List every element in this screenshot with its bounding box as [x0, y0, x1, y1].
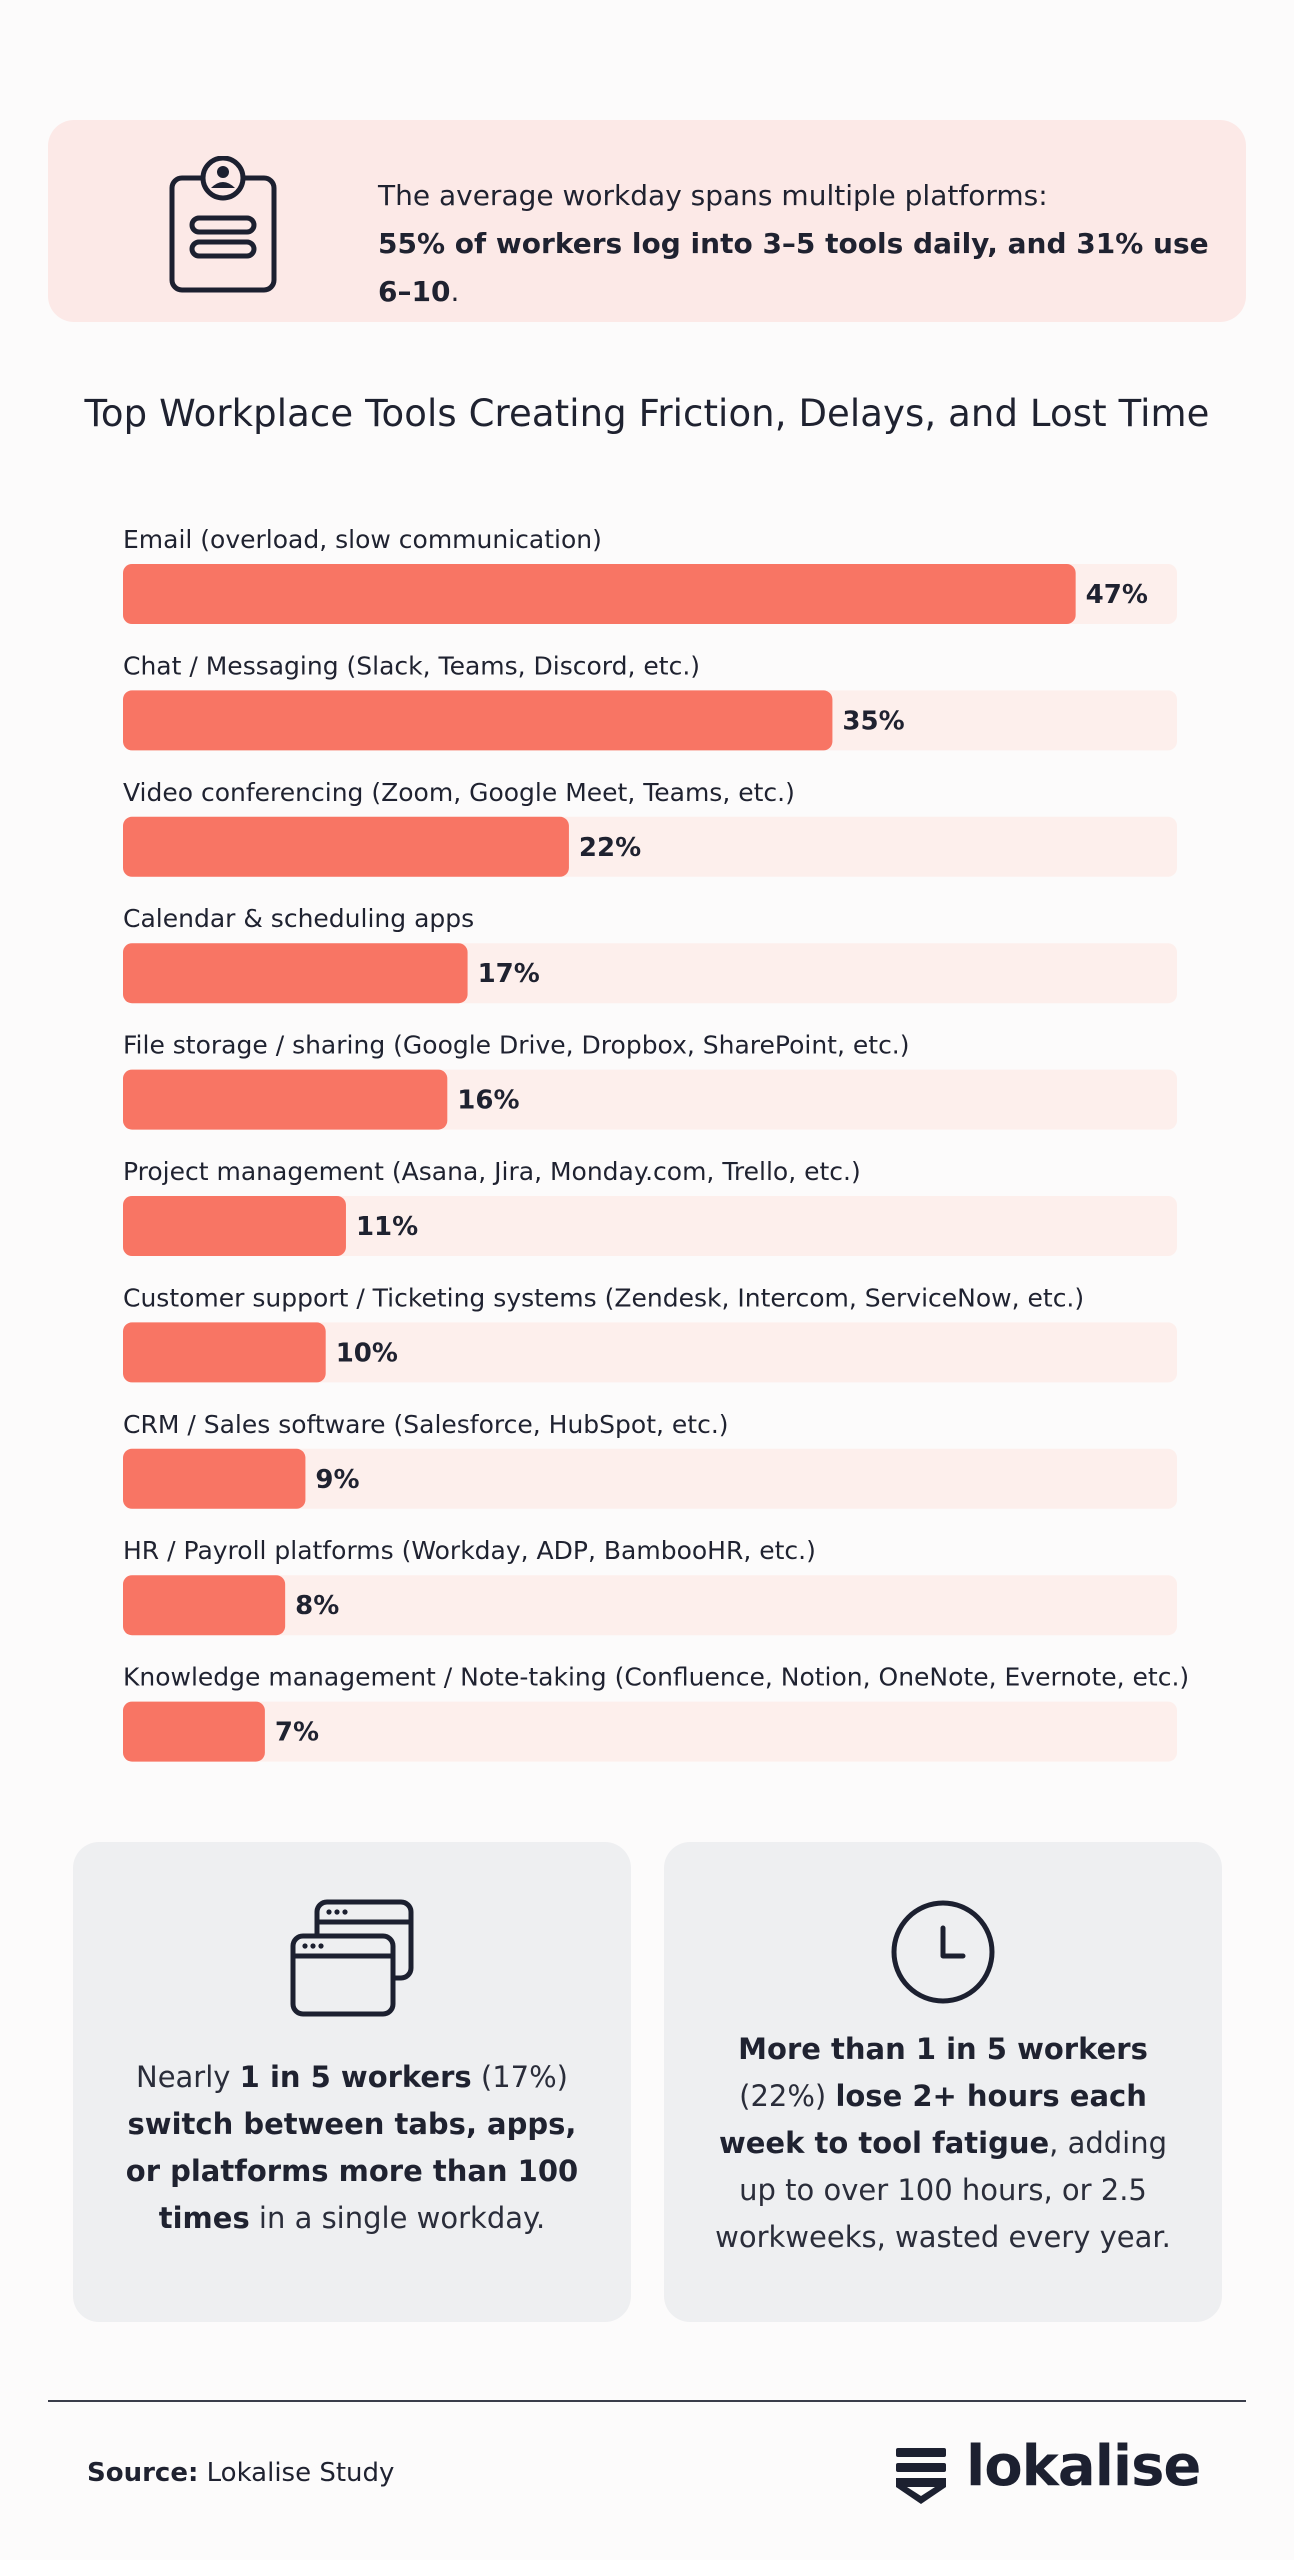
- bar-row: [123, 525, 1177, 624]
- category-label: Calendar & scheduling apps: [123, 904, 475, 934]
- card-right-bold-2: lose 2+ hours each week to tool fatigue: [718, 2079, 1147, 2160]
- lokalise-logo: [894, 2434, 1201, 2510]
- bar: [123, 1196, 346, 1256]
- card-right-text-1: (22%): [739, 2079, 836, 2113]
- bar: [123, 1322, 326, 1382]
- category-label: File storage / sharing (Google Drive, Dropbox, SharePoint, etc.): [123, 1030, 910, 1060]
- card-right-bold-1: More than 1 in 5 workers: [738, 2032, 1148, 2066]
- value-label: 17%: [477, 959, 540, 990]
- bar-row: [123, 1410, 1177, 1509]
- bar-row: [123, 651, 1177, 750]
- value-label: 7%: [274, 1717, 320, 1748]
- category-label: Project management (Asana, Jira, Monday.com, Trello, etc.): [123, 1157, 861, 1186]
- value-label: 8%: [295, 1591, 340, 1622]
- bar-row: [123, 1157, 1177, 1256]
- card-left-text-3: in a single workday.: [249, 2201, 546, 2235]
- value-label: 9%: [315, 1464, 360, 1495]
- value-label: 16%: [457, 1085, 520, 1116]
- chart-title: Top Workplace Tools Creating Friction, Delays, and Lost Time: [84, 392, 1210, 435]
- card-left-text-2: (17%): [471, 2060, 568, 2094]
- category-label: Email (overload, slow communication): [123, 525, 602, 554]
- bar: [123, 1449, 305, 1509]
- card-left-bold-1: 1 in 5 workers: [239, 2060, 472, 2094]
- card-left-text-1: Nearly: [136, 2060, 240, 2094]
- bar: [123, 943, 468, 1003]
- value-label: 10%: [335, 1338, 398, 1369]
- card-left-bold-2: switch between tabs, apps, or platforms more than 100 times: [125, 2107, 579, 2235]
- category-label: Knowledge management / Note-taking (Confluence, Notion, OneNote, Evernote, etc.): [123, 1662, 1190, 1692]
- value-label: 22%: [578, 832, 642, 863]
- bar: [123, 1702, 265, 1762]
- category-label: CRM / Sales software (Salesforce, HubSpot, etc.): [123, 1409, 729, 1439]
- bar: [123, 690, 832, 750]
- source-value: Lokalise Study: [198, 2458, 395, 2488]
- category-label: Customer support / Ticketing systems (Zendesk, Intercom, ServiceNow, etc.): [123, 1283, 1085, 1313]
- bar: [123, 564, 1076, 624]
- bar-row: [123, 1031, 1177, 1130]
- browser-windows-icon: [289, 1898, 415, 2018]
- intro-highlight: 55% of workers log into 3–5 tools daily, and 31% use 6–10: [378, 227, 1209, 308]
- tab-switching-text: [113, 2054, 591, 2242]
- bar: [123, 1575, 285, 1635]
- tool-fatigue-text: [704, 2026, 1182, 2261]
- value-label: 11%: [355, 1212, 419, 1242]
- source-label: Source:: [87, 2458, 199, 2488]
- value-label: 35%: [842, 706, 905, 737]
- bar-row: [123, 1663, 1189, 1762]
- bar-row: [123, 1536, 1177, 1635]
- tool-fatigue-card: [664, 1842, 1222, 2322]
- intro-line-1: The average workday spans multiple platforms:: [378, 179, 1048, 212]
- value-label: 47%: [1085, 580, 1148, 610]
- bar-row: [123, 1283, 1177, 1382]
- category-label: Chat / Messaging (Slack, Teams, Discord, etc.): [123, 651, 701, 681]
- bar: [123, 1070, 447, 1130]
- card-right-text-2: , adding up to over 100 hours, or 2.5 workweeks, wasted every year.: [715, 2126, 1171, 2254]
- bar: [123, 817, 569, 877]
- lokalise-wordmark: lokalise: [966, 2434, 1201, 2499]
- category-label: HR / Payroll platforms (Workday, ADP, BambooHR, etc.): [123, 1536, 816, 1566]
- footer-divider: [48, 2400, 1246, 2402]
- source-credit: [87, 2458, 394, 2488]
- category-label: Video conferencing (Zoom, Google Meet, Teams, etc.): [123, 777, 795, 807]
- clock-icon: [889, 1898, 997, 2006]
- lokalise-logo-icon: [894, 2446, 950, 2506]
- intro-period: .: [450, 275, 460, 308]
- bar-row: [123, 904, 1177, 1003]
- bar-row: [123, 778, 1177, 877]
- tab-switching-card: [73, 1842, 631, 2322]
